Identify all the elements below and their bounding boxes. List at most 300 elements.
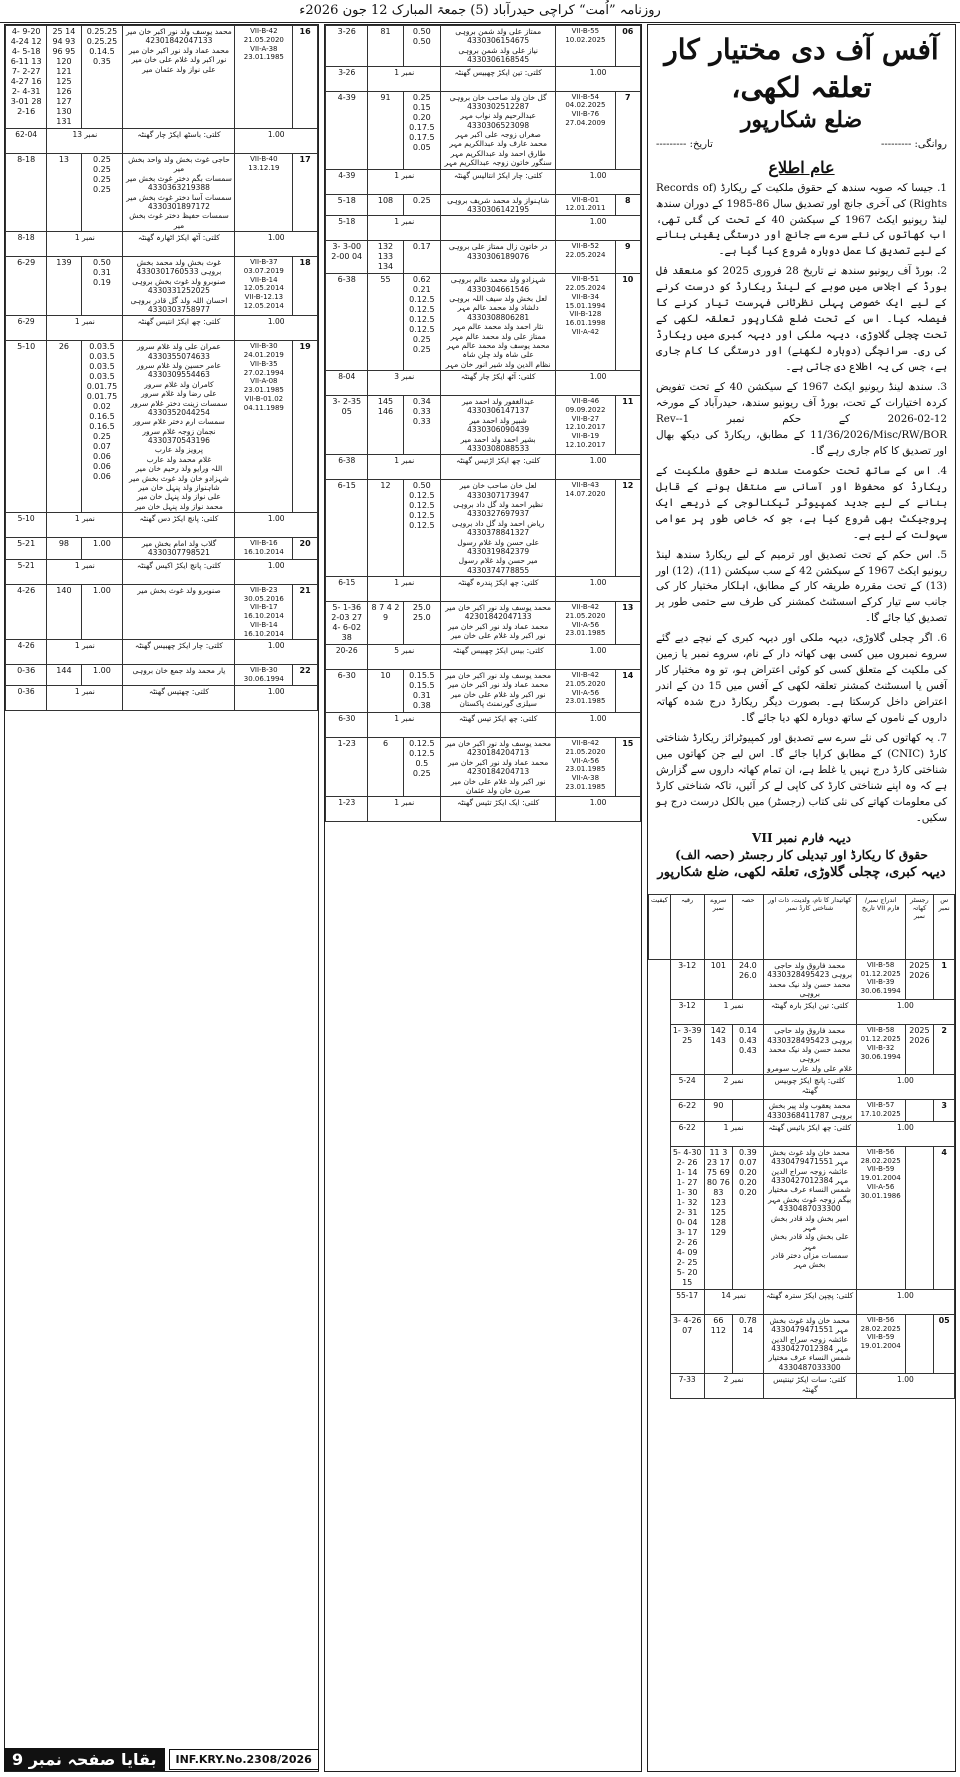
- total-count: نمبر 1: [368, 169, 441, 194]
- total-amount: 1.00: [235, 513, 318, 538]
- owner-names: گلاب ولد امام بخش میر 4330307798521: [123, 538, 235, 560]
- total-area: 6-22: [670, 1121, 704, 1146]
- share-values: 0.50 0.50: [403, 26, 441, 67]
- table-row: [649, 1025, 955, 1075]
- row-number: 8: [615, 194, 640, 216]
- form-reference: VII-B-57 17.10.2025: [856, 1100, 905, 1122]
- table-row: [326, 670, 641, 713]
- total-label: کلتی: آٹھ ایکڑ اٹھارہ گھنٹہ: [123, 232, 235, 257]
- table-row: [326, 26, 641, 67]
- district-title: ضلع شکارپور: [740, 106, 863, 133]
- row-number: 20: [293, 538, 318, 560]
- row-number: 16: [293, 26, 318, 129]
- table-row: [6, 538, 318, 560]
- total-count: نمبر 5: [368, 645, 441, 670]
- total-label: کلتی: پانچ ایکڑ دس گھنٹہ: [123, 513, 235, 538]
- header-cell: سروے نمبر: [704, 894, 732, 959]
- total-amount: 1.00: [856, 1374, 954, 1399]
- total-area: 5-18: [326, 216, 368, 241]
- row-number: 06: [615, 26, 640, 67]
- register-table-c: [648, 894, 955, 1399]
- notice-paragraph: 5. اس حکم کے تحت تصدیق اور ترمیم کے لیے ریکارڈ سندھ لینڈ ریونیو ایکٹ 1967 کے سیکشن 42 کے سب سیکشن (11)، (12) اور (13) کے تحت مقررہ طریقہ کار کے مطابق، اہلکار مختیار کار کی جانب سے تیار کرکے اسسٹنٹ کمشنر کی طرف سے حتمی طور پر تصدیق کیا جائے گا۔: [656, 548, 948, 625]
- total-count: نمبر 13: [47, 129, 123, 154]
- table-row: [326, 91, 641, 169]
- area-values: 1-36 5-27 2-03 6-02 4-38: [326, 602, 368, 645]
- survey-numbers: 90: [704, 1100, 732, 1122]
- total-label: کلتی: باسٹھ ایکڑ چار گھنٹہ: [123, 129, 235, 154]
- total-amount: 1.00: [235, 559, 318, 584]
- header-cell: رقبہ: [670, 894, 704, 959]
- owner-names: محمد یوسف ولد نور اکبر خان میر محمد عماد ولد نور اکبر خان میر نور اکبر ولد غلام علی خان میر سیلزی گورنمنٹ پاکستان: [441, 670, 556, 713]
- share-values: 0.25: [403, 194, 441, 216]
- area-values: 3-26: [326, 26, 368, 67]
- survey-numbers: 6: [368, 738, 403, 797]
- total-row: [649, 1289, 955, 1314]
- total-row: [326, 169, 641, 194]
- total-label: کلتی: پانچ ایکڑ چوبیس گھنٹہ: [763, 1075, 856, 1100]
- row-number: 18: [293, 257, 318, 316]
- total-amount: 1.00: [556, 371, 641, 396]
- total-amount: 1.00: [556, 66, 641, 91]
- owner-names: یار محمد ولد جمع خان بروہی: [123, 665, 235, 686]
- table-row: [6, 26, 318, 129]
- row-number: 7: [615, 91, 640, 169]
- table-row: [6, 154, 318, 232]
- owner-names: حاجی غوث بخش ولد واحد بخش میر سمسات بگم دختر غوث بخش میر 4330363219388 سمسات آسا دختر غوث بخش میر 4330301897172 سمسات حفیظ دختر غوث بخش میر: [123, 154, 235, 232]
- total-row: [326, 371, 641, 396]
- survey-numbers: 3 11 17 23 69 75 76 80 83 123 125 128 129: [704, 1146, 732, 1289]
- area-values: 6-15: [326, 480, 368, 577]
- survey-numbers: 108: [368, 194, 403, 216]
- form-reference: VII-B-56 28.02.2025 VII-B-59 19.01.2004 VII-A-56 30.01.1986: [856, 1146, 905, 1289]
- owner-names: در خاتون زال ممتاز علی بروہی 4330306189076: [441, 241, 556, 274]
- form-reference: VII-B-30 30.06.1994: [235, 665, 293, 686]
- share-values: 0.03.5 0.03.5 0.03.5 0.03.5 0.01.75 0.01.75 0.02 0.16.5 0.16.5 0.25 0.07 0.06 0.06 0.06: [81, 341, 123, 513]
- survey-numbers: 144: [47, 665, 81, 686]
- total-amount: 1.00: [556, 455, 641, 480]
- total-area: 7-33: [670, 1374, 704, 1399]
- notice-paragraph: 1. جیسا کہ صوبہ سندھ کے حقوق ملکیت کے ریکارڈ (Records of Rights) کی آخری جانچ اور تصدیق سال 86-1985 کے دوران سندھ لینڈ ریونیو ایکٹ 1967 کے سیکشن 40 کے تحت کی گئی تھی، اب کھاتوں کی نئے سرے سے جانچ اور درستگی یقینی بنانے کے لیے تصدیق کا عمل دوبارہ شروع کیا گیا ہے۔: [656, 181, 947, 258]
- form-reference: VII-B-40 13.12.19: [235, 154, 293, 232]
- total-label: کلتی: پچپن ایکڑ سترہ گھنٹہ: [763, 1289, 856, 1314]
- area-values: 5-18: [326, 194, 368, 216]
- table-row: [6, 257, 318, 316]
- total-count: نمبر 1: [47, 559, 123, 584]
- office-title: آفس آف دی مختیار کار تعلقہ لکھی،: [664, 33, 939, 104]
- row-number: 11: [615, 396, 640, 455]
- row-number: 3: [934, 1100, 955, 1122]
- owner-names: صنوبرو ولد غوث بخش میر: [123, 584, 235, 640]
- total-label: کلتی: چھ ایکڑ بائیس گھنٹہ: [763, 1121, 856, 1146]
- total-area: 5-21: [6, 559, 47, 584]
- row-number: 14: [615, 670, 640, 713]
- total-count: نمبر 1: [47, 232, 123, 257]
- row-number: 13: [615, 602, 640, 645]
- owner-names: محمد یوسف ولد نور اکبر خان میر 4230184204713 محمد عماد ولد نور اکبر خان میر 4230184204713 نور اکبر ولد غلام علی خان میر صرن خان ولد عثمان: [441, 738, 556, 797]
- form-reference: VII-B-42 21.05.2020 VII-A-56 23.01.1985 VII-A-38 23.01.1985: [556, 738, 615, 797]
- area-values: 9-20 4-12 4-24 5-18 4-13 6-11 2-27 7-16 4-27 4-31 2-28 3-01 2-16: [6, 26, 47, 129]
- share-values: 0.25 0.25 0.25 0.25: [81, 154, 123, 232]
- total-area: 5-24: [670, 1075, 704, 1100]
- notice-paragraph: 3. سندھ لینڈ ریونیو ایکٹ 1967 کے سیکشن 40 کے تحت تفویض کردہ اختیارات کے تحت، بورڈ آف ریونیو سندھ، حیدرآباد کے مورخہ 12-02-2026 کے حکم نمبر Rev--1 11/36/2026/Misc/RW/BOR کے مطابق، ریکارڈ کی دیکھ بھال اور تصدیق کا کام جاری رہے گا۔: [656, 381, 947, 457]
- owner-names: لعل خان صاحب خان میر 4330307173947 نظیر احمد ولد گل داد بروہی 4330327697937 ریاض احمد ولد گل داد بروہی 4330378841327 علی حسن ولد غلام رسول 4330319842379 میر حسن ولد غلام رسول 4330374778855: [441, 480, 556, 577]
- public-notice: [648, 25, 955, 894]
- total-label: کلتی: سات ایکڑ تینتیس گھنٹہ: [763, 1374, 856, 1399]
- total-area: 4-26: [6, 640, 47, 665]
- total-count: نمبر 1: [368, 66, 441, 91]
- total-amount: 1.00: [556, 169, 641, 194]
- total-label: کلتی: بیس ایکڑ چھبیس گھنٹہ: [441, 645, 556, 670]
- form-reference: VII-B-42 21.05.2020 VII-A-38 23.01.1985: [235, 26, 293, 129]
- survey-numbers: 91: [368, 91, 403, 169]
- share-values: 0.34 0.33 0.33: [403, 396, 441, 455]
- form-reference: VII-B-46 09.09.2022 VII-B-27 12.10.2017 VII-B-19 12.10.2017: [556, 396, 615, 455]
- survey-numbers: 66 112: [704, 1314, 732, 1373]
- form-reference: VII-B-42 21.05.2020 VII-A-56 23.01.1985: [556, 670, 615, 713]
- survey-numbers: 140: [47, 584, 81, 640]
- total-label: کلتی: چھ ایکڑ انتیس گھنٹہ: [123, 316, 235, 341]
- area-values: 6-29: [6, 257, 47, 316]
- table-row: [649, 1314, 955, 1373]
- total-area: 3-26: [326, 66, 368, 91]
- total-count: نمبر 2: [704, 1374, 763, 1399]
- total-amount: 1.00: [235, 685, 318, 710]
- table-row: [6, 665, 318, 686]
- form-reference: VII-B-51 22.05.2024 VII-B-34 15.01.1994 VII-B-128 16.01.1998 VII-A-42: [556, 274, 615, 371]
- owner-names: محمد خان ولد غوث بخش مہر 4330479471551 عائشہ زوجہ سراج الدین مہر 4330427012384 شمس النساء عرف مختیار 4330487033300: [763, 1314, 856, 1373]
- share-values: 1.00: [81, 584, 123, 640]
- header-cell: حصہ: [733, 894, 763, 959]
- area-values: 3-12: [670, 959, 704, 1000]
- share-values: 0.50 0.12.5 0.12.5 0.12.5 0.12.5: [403, 480, 441, 577]
- total-label: کلتی: چھ ایکڑ پندرہ گھنٹہ: [441, 577, 556, 602]
- owner-names: محمد یوسف ولد نور اکبر خان میر 42301842047133 محمد عماد ولد نور اکبر خان میر نور اکبر ولد غلام علی خان میر: [441, 602, 556, 645]
- survey-numbers: 101: [704, 959, 732, 1000]
- share-values: 0.78 14: [733, 1314, 763, 1373]
- total-label: کلتی: چھتیس گھنٹہ: [123, 685, 235, 710]
- total-count: نمبر 1: [368, 455, 441, 480]
- row-number: 2: [934, 1025, 955, 1075]
- share-values: 24.0 26.0: [733, 959, 763, 1000]
- form-reference: VII-B-58 01.12.2025 VII-B-32 30.06.1994: [856, 1025, 905, 1075]
- header-cell: اندراج نمبر/ فارم VII تاریخ: [856, 894, 905, 959]
- header-cell: س نمبر: [934, 894, 955, 959]
- total-count: نمبر 1: [47, 685, 123, 710]
- area-values: 5-21: [6, 538, 47, 560]
- total-label: کلتی: تین ایکڑ چھبیس گھنٹہ: [441, 66, 556, 91]
- survey-numbers: 98: [47, 538, 81, 560]
- share-values: 0.25 0.15 0.20 0.17.5 0.17.5 0.05: [403, 91, 441, 169]
- survey-numbers: 55: [368, 274, 403, 371]
- total-label: کلتی: پانچ ایکڑ اکیس گھنٹہ: [123, 559, 235, 584]
- share-values: 0.15.5 0.15.5 0.31 0.38: [403, 670, 441, 713]
- total-count: نمبر 1: [368, 216, 441, 241]
- notice-paragraphs: [656, 181, 947, 827]
- owner-names: عمران علی ولد غلام سرور 4330355074633 عامر حسین ولد غلام سرور 4330309554463 کامران ولد غلام سرور علی رضا ولد غلام سرور سمسات زینت دختر غلام سرور 4330352044254 سمسات ارم دختر غلام سرور نجمان زوجہ غلام سرور 4330370543196 پرویز ولد عارب غلام محمد ولد عارب اللہ ورایو ولد رحیم خان میر شہزادو خان ولد غوث بخش میر شاہنواز ولد پنہل خان میر علی نواز ولد پنہل خان میر محمد نواز ولد پنہل خان میر: [123, 341, 235, 513]
- owner-names: محمد خان ولد غوث بخش مہر 4330479471551 عائشہ زوجہ سراج الدین مہر 4330427012384 شمس النساء عرف مختیار بیگم زوجہ غوث بخش مہر 4330487033300 امیر بخش ولد قادر بخش مہر علی بخش ولد قادر بخش مہر سمسات مزاں دختر قادر بخش مہر: [763, 1146, 856, 1289]
- total-row: [326, 66, 641, 91]
- entry-year: 2025 2026: [905, 1025, 934, 1075]
- total-label: کلتی: تین ایکڑ بارہ گھنٹہ: [763, 1000, 856, 1025]
- form-reference: VII-B-30 24.01.2019 VII-B-35 27.02.1994 VII-A-08 23.01.1985 VII-B-01.02 04.11.1989: [235, 341, 293, 513]
- total-amount: 1.00: [235, 129, 318, 154]
- total-row: [326, 645, 641, 670]
- table-row: [326, 241, 641, 274]
- total-row: [6, 232, 318, 257]
- area-values: 6-38: [326, 274, 368, 371]
- owner-names: عبدالغفور ولد احمد میر 4330306147137 شبیر ولد احمد میر 4330306090439 بشیر احمد ولد احمد میر 4330308088533: [441, 396, 556, 455]
- total-count: نمبر 1: [704, 1121, 763, 1146]
- entry-year: [905, 1314, 934, 1373]
- area-values: 5-10: [6, 341, 47, 513]
- owner-names: محمد یوسف ولد نور اکبر خان میر 42301842047133 محمد عماد ولد نور اکبر خان میر نور اکبر ولد غلام علی خان میر علی نواز ولد عثمان میر: [123, 26, 235, 129]
- owner-names: گل خان ولد صاحب خان بروہی 4330302512287 عبدالرحیم ولد نواب مہر 4330306523098 صغراں زوجہ علی اکبر مہر محمد عارف ولد عبدالکریم مہر طارق احمد ولد عبدالکریم مہر سنگور خاتون زوجہ عبدالکریم مہر: [441, 91, 556, 169]
- total-area: 4-39: [326, 169, 368, 194]
- survey-numbers: 145 146: [368, 396, 403, 455]
- total-label: کلتی: چار ایکڑ انتالیس گھنٹہ: [441, 169, 556, 194]
- row-number: 15: [615, 738, 640, 797]
- total-label: کلتی: آٹھ ایکڑ چار گھنٹہ: [441, 371, 556, 396]
- total-area: 20-26: [326, 645, 368, 670]
- area-values: 0-36: [6, 665, 47, 686]
- total-amount: 1.00: [556, 645, 641, 670]
- total-area: 6-29: [6, 316, 47, 341]
- notice-heading: عام اطلاع: [768, 157, 835, 177]
- survey-numbers: 26: [47, 341, 81, 513]
- entry-year: 2025 2026: [905, 959, 934, 1000]
- register-column-a: [4, 24, 319, 1772]
- area-values: 6-30: [326, 670, 368, 713]
- total-area: 8-04: [326, 371, 368, 396]
- total-label: کلتی: چار ایکڑ چھبیس گھنٹہ: [123, 640, 235, 665]
- row-number: 19: [293, 341, 318, 513]
- notice-paragraph: 6. اگر چجلی گلاوڑی، دیہہ ملکی اور دیہہ کبری کے نیچے دیے گئے سروے نمبروں میں کسی بھی کھاتہ دار کے نام، سروے نمبر یا زمین کی ملکیت کے متعلق کسی کو کوئی اعتراض ہو، تو وہ مختیار کار آفس یا اسسٹنٹ کمشنر تعلقہ لکھی کے آفس میں 15 دن کے اندر اعتراض داخل کرسکتا ہے۔ بصورت دیگر ریکارڈ درج شدہ کھاتہ داروں کے ناموں کے ساتھ دوبارہ لکھ دیا جائے گا۔: [656, 632, 947, 725]
- row-number: 9: [615, 241, 640, 274]
- form-reference: VII-B-43 14.07.2020: [556, 480, 615, 577]
- total-area: 8-18: [6, 232, 47, 257]
- total-area: 3-12: [670, 1000, 704, 1025]
- table-row: [326, 274, 641, 371]
- table-row: [326, 602, 641, 645]
- row-number: 4: [934, 1146, 955, 1289]
- area-values: 8-18: [6, 154, 47, 232]
- header-cell: رجسٹر کھاتہ نمبر: [905, 894, 934, 959]
- total-row: [326, 797, 641, 822]
- table-row: [6, 341, 318, 513]
- total-row: [6, 316, 318, 341]
- form-reference: VII-B-16 16.10.2014: [235, 538, 293, 560]
- continued-page-label: بقایا صفحہ نمبر 9: [4, 1748, 165, 1771]
- form-reference: VII-B-23 30.05.2016 VII-B-17 16.10.2014 VII-B-14 16.10.2014: [235, 584, 293, 640]
- form-reference: VII-B-55 10.02.2025: [556, 26, 615, 67]
- row-number: 12: [615, 480, 640, 577]
- form-title: دیہہ فارم نمبر VII: [752, 830, 851, 845]
- total-area: 55-17: [670, 1289, 704, 1314]
- form-reference: VII-B-58 01.12.2025 VII-B-39 30.06.1994: [856, 959, 905, 1000]
- entry-year: [905, 1146, 934, 1289]
- total-area: 62-04: [6, 129, 47, 154]
- total-count: نمبر 1: [368, 797, 441, 822]
- total-count: نمبر 3: [368, 371, 441, 396]
- total-count: نمبر 1: [368, 577, 441, 602]
- total-label: [441, 216, 556, 241]
- form-reference: VII-B-01 12.01.2011: [556, 194, 615, 216]
- survey-numbers: 14 25 93 94 95 96 120 121 125 126 127 130 131: [47, 26, 81, 129]
- area-values: 3-00 3-04 2-00: [326, 241, 368, 274]
- area-values: 3-39 1-25: [670, 1025, 704, 1075]
- row-number: 22: [293, 665, 318, 686]
- row-number: 05: [934, 1314, 955, 1373]
- date-label: تاریخ: ---------: [656, 138, 713, 150]
- total-row: [6, 129, 318, 154]
- total-row: [649, 1374, 955, 1399]
- total-row: [6, 559, 318, 584]
- total-amount: 1.00: [556, 713, 641, 738]
- total-area: 6-15: [326, 577, 368, 602]
- header-cell: کھاتیدار کا نام، ولدیت، ذات اور شناختی کارڈ نمبر: [763, 894, 856, 959]
- total-row: [326, 713, 641, 738]
- total-amount: 1.00: [856, 1289, 954, 1314]
- masthead: روزنامہ ”اُمت“ کراچی حیدرآباد (5) جمعۃ المبارک 12 جون 2026ء: [0, 0, 960, 23]
- total-area: 1-23: [326, 797, 368, 822]
- area-values: 4-26: [6, 584, 47, 640]
- total-amount: 1.00: [235, 232, 318, 257]
- share-values: 0.12.5 0.12.5 0.5 0.25: [403, 738, 441, 797]
- total-label: کلتی: ایک ایکڑ تئیس گھنٹہ: [441, 797, 556, 822]
- survey-numbers: 139: [47, 257, 81, 316]
- inf-reference: INF.KRY.No.2308/2026: [169, 1749, 319, 1770]
- total-row: [326, 455, 641, 480]
- share-values: 0.17: [403, 241, 441, 274]
- form-reference: VII-B-56 28.02.2025 VII-B-59 19.01.2004: [856, 1314, 905, 1373]
- table-header: [649, 894, 955, 959]
- owner-names: ممتاز علی ولد شمن بروہی 4330306154675 نیاز علی ولد شمن بروہی 4330306168545: [441, 26, 556, 67]
- owner-names: محمد فاروق ولد حاجی بروہی 4330328495423 محمد حسن ولد نیک محمد بروہی: [763, 959, 856, 1000]
- header-cell: کیفیت: [649, 894, 671, 959]
- total-amount: 1.00: [556, 577, 641, 602]
- notice-paragraph: 2. بورڈ آف ریونیو سندھ نے تاریخ 28 فروری 2025 کو منعقد فل بورڈ کے اجلاس میں صوبے کے لینڈ ریکارڈ کو درست کرنے کے لیے ایک خصوصی پہلی نظرثانی فہرست تیار کرنے کا فیصلہ کیا۔ اس کے تحت ضلع شکارپور تعلقہ لکھی کے تحت چجلی گلاوڑی، دیہہ ملکی اور دیہہ کبری میں ریکارڈ کی ری۔ سرانچگی (دوبارہ لکھنے) اور درستگی کا کام جاری ہے، جس کی یہ اطلاع دی جاتی ہے۔: [656, 265, 947, 374]
- total-count: نمبر 14: [704, 1289, 763, 1314]
- area-values: 2-35 3-05: [326, 396, 368, 455]
- table-row: [649, 959, 955, 1000]
- total-amount: 1.00: [235, 640, 318, 665]
- table-row: [649, 1100, 955, 1122]
- footer: [4, 1746, 319, 1772]
- share-values: 0.62 0.21 0.12.5 0.12.5 0.12.5 0.12.5 0.25 0.25: [403, 274, 441, 371]
- table-row: [326, 480, 641, 577]
- total-label: کلتی: چھ ایکڑ تیس گھنٹہ: [441, 713, 556, 738]
- total-row: [6, 640, 318, 665]
- total-area: 6-30: [326, 713, 368, 738]
- row-number: 21: [293, 584, 318, 640]
- register-column-b: [324, 24, 642, 1772]
- total-count: نمبر 2: [704, 1075, 763, 1100]
- survey-numbers: 81: [368, 26, 403, 67]
- total-amount: 1.00: [856, 1121, 954, 1146]
- total-row: [649, 1075, 955, 1100]
- total-label: کلتی: چھ ایکڑ اڑتیس گھنٹہ: [441, 455, 556, 480]
- dateline: [656, 139, 947, 150]
- row-number: 17: [293, 154, 318, 232]
- share-values: 25.0 25.0: [403, 602, 441, 645]
- total-row: [326, 577, 641, 602]
- form-reference: VII-B-42 21.05.2020 VII-A-56 23.01.1985: [556, 602, 615, 645]
- table-row: [326, 194, 641, 216]
- share-values: 1.00: [81, 665, 123, 686]
- register-table-a: [5, 25, 318, 711]
- total-amount: 1.00: [235, 316, 318, 341]
- survey-numbers: 13: [47, 154, 81, 232]
- table-row: [6, 584, 318, 640]
- area-values: 1-23: [326, 738, 368, 797]
- entry-year: [905, 1100, 934, 1122]
- form-reference: VII-B-54 04.02.2025 VII-B-76 27.04.2009: [556, 91, 615, 169]
- total-count: نمبر 1: [704, 1000, 763, 1025]
- row-number: 10: [615, 274, 640, 371]
- register-table-b: [325, 25, 641, 822]
- page: [4, 24, 956, 1772]
- owner-names: شاہنواز ولد محمد شریف بروہی 4330306142195: [441, 194, 556, 216]
- share-values: 0.39 0.07 0.20 0.20 0.20: [733, 1146, 763, 1289]
- survey-numbers: 132 133 134: [368, 241, 403, 274]
- area-values: 4-30 5-26 2-14 1-27 1-30 1-32 1-31 2-04 0-17 3-26 2-09 4-25 2-20 5-15: [670, 1146, 704, 1289]
- total-amount: 1.00: [856, 1000, 954, 1025]
- form-reference: VII-B-37 03.07.2019 VII-B-14 12.05.2014 VII-B-12.13 12.05.2014: [235, 257, 293, 316]
- table-row: [649, 1146, 955, 1289]
- notice-paragraph: 7. یہ کھاتوں کی نئے سرے سے تصدیق اور کمپیوٹرائز ریکارڈ شناختی کارڈ (CNIC) کے مطابق کرایا جائے گا۔ اس لیے جن کھاتوں میں شناختی کارڈ درج نہیں یا غلط ہے، ان تمام کھاتہ داروں سے گزارش ہے کہ وہ اپنے شناختی کارڈ کی کاپی لے کر آئیں، تاکہ شناختی کارڈ کی معلومات کھاتے کی نئی کتاب (رجسٹر) میں بالکل درست درج ہو سکیں۔: [656, 732, 947, 824]
- total-area: 5-10: [6, 513, 47, 538]
- form-location: دیہہ کبری، چجلی گلاوڑی، تعلقہ لکھی، ضلع شکارپور: [657, 864, 946, 880]
- notice-paragraph: 4. اس کے ساتھ تحت حکومت سندھ نے حقوق ملکیت کے ریکارڈ کو محفوظ اور آسانی سے منتقل ہونے کے قابل بنانے کے لیے جدید کمپیوٹر ٹیکنالوجی کے ذریعے ایک پروجیکٹ بھی شروع کیا ہے، جو کہ خاص طور پر عوامی سہولت کے لیے ہے۔: [656, 464, 947, 541]
- table-row: [326, 396, 641, 455]
- form-reference: VII-B-52 22.05.2024: [556, 241, 615, 274]
- total-row: [6, 513, 318, 538]
- total-amount: 1.00: [556, 216, 641, 241]
- total-area: 6-38: [326, 455, 368, 480]
- share-values: [733, 1100, 763, 1122]
- form-subtitle: حقوق کا ریکارڈ اور تبدیلی کار رجسٹر (حصہ الف): [675, 847, 928, 862]
- survey-numbers: 2 4 7 8 9: [368, 602, 403, 645]
- area-values: 4-39: [326, 91, 368, 169]
- share-values: 0.14 0.43 0.43: [733, 1025, 763, 1075]
- area-values: 6-22: [670, 1100, 704, 1122]
- survey-numbers: 12: [368, 480, 403, 577]
- total-area: 0-36: [6, 685, 47, 710]
- owner-names: محمد یعقوب ولد پیر بخش بروہی 4330368411787: [763, 1100, 856, 1122]
- total-count: نمبر 1: [368, 713, 441, 738]
- owner-names: محمد فاروق ولد حاجی بروہی 4330328495423 محمد حسن ولد نیک محمد بروہی غلام علی ولد عارب سومرو: [763, 1025, 856, 1075]
- total-count: نمبر 1: [47, 640, 123, 665]
- total-amount: 1.00: [856, 1075, 954, 1100]
- share-values: 0.50 0.31 0.19: [81, 257, 123, 316]
- table-row: [326, 738, 641, 797]
- owner-names: غوث بخش ولد محمد بخش بروہی 4330301760533 صنوبرو ولد غوث بخش بروہی 4330331252025 احسان اللہ ولد گل قادر بروہی 4330303758977: [123, 257, 235, 316]
- survey-numbers: 142 143: [704, 1025, 732, 1075]
- owner-names: شہزادو ولد محمد عالم بروہی 4330304661546 لعل بخش ولد سیف اللہ بروہی دلشاد ولد محمد عالم مہر 4330308806281 نثار احمد ولد محمد عالم مہر ممتاز علی ولد محمد عالم مہر محمد یوسف ولد محمد عالم مہر علی شاہ ولد چلن شاہ نظام الدین ولد شیر انور خان مہر: [441, 274, 556, 371]
- ref-label: روانگی: ---------: [880, 138, 947, 150]
- total-row: [649, 1121, 955, 1146]
- total-count: نمبر 1: [47, 316, 123, 341]
- notice-column: [647, 24, 956, 1772]
- total-row: [6, 685, 318, 710]
- total-row: [326, 216, 641, 241]
- area-values: 4-26 3-07: [670, 1314, 704, 1373]
- total-count: نمبر 1: [47, 513, 123, 538]
- share-values: 0.25.25 0.25.25 0.14.5 0.35: [81, 26, 123, 129]
- survey-numbers: 10: [368, 670, 403, 713]
- share-values: 1.00: [81, 538, 123, 560]
- total-row: [649, 1000, 955, 1025]
